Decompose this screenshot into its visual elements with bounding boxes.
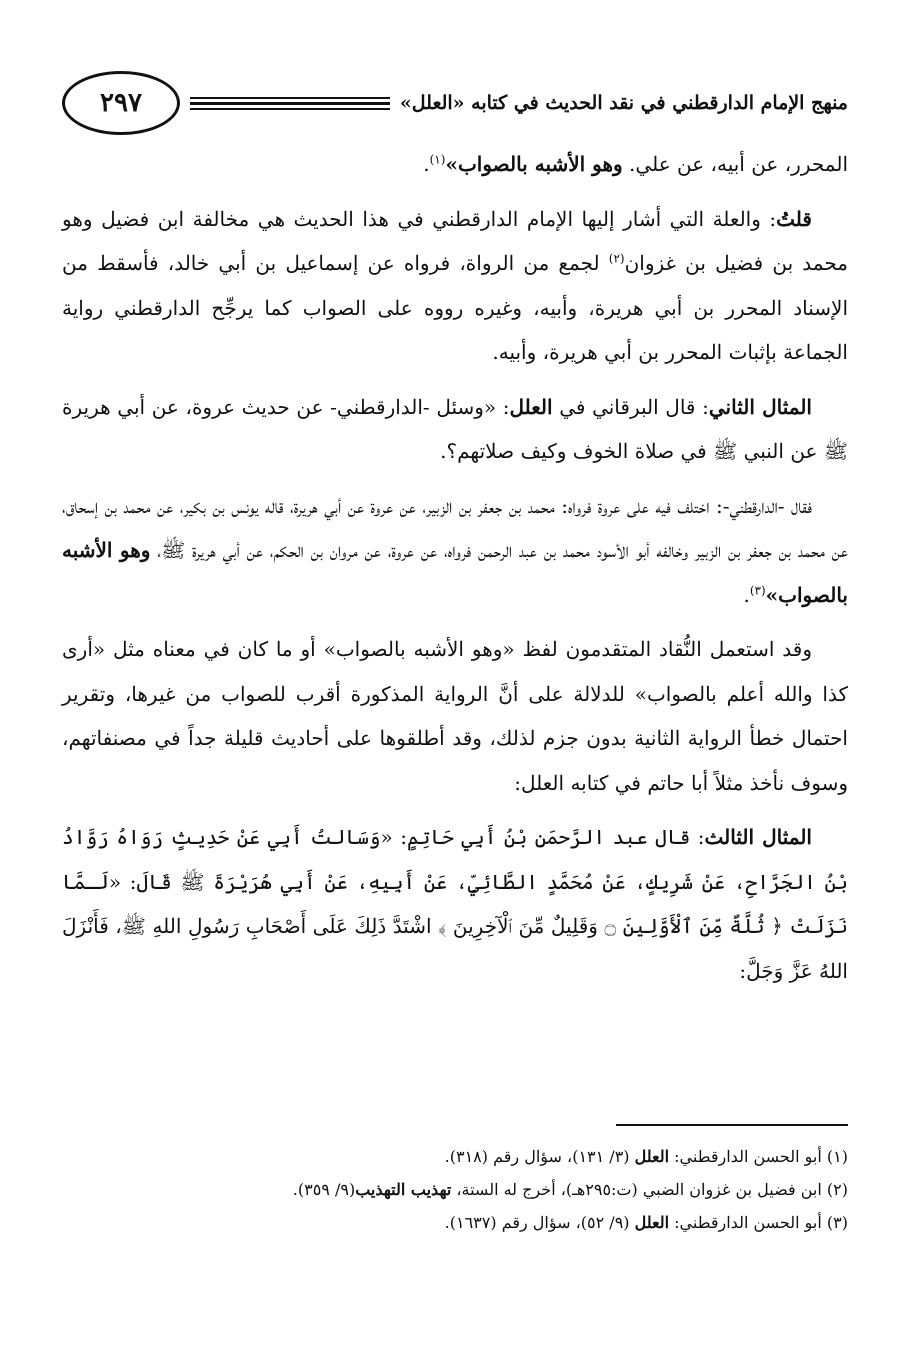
paragraph-1: المحرر، عن أبيه، عن علي. وهو الأشبه بالصواب»$^{(١)}$. [423, 152, 848, 176]
page-number: ٢٩٧ [62, 71, 180, 135]
footnote-ref-1: (١) [429, 152, 446, 167]
footnote-1: (١) أبو الحسن الدارقطني: العلل (٣/ ١٣١)، سؤال رقم (٣١٨). [444, 1147, 848, 1166]
footnote-ref-3: (٣) [749, 582, 766, 597]
header-rule [190, 97, 390, 110]
paragraph-4: فقال -الدارقطني-: اختلف فيه على عروة فرواه: محمد بن جعفر بن الزبير، عن عروة عن أبي هريرة، قاله يونس بن بكير، عن محمد بن إسحاق، عن محمد بن جعفر بن الزبير وخالفه أبو الأسود محمد بن عبد الرحمن فرواه، عن عروة، عن مروان بن الحكم، عن أبي هريرة ﷺ، وهو الأشبه بالصواب»$^{(٣)}$. [62, 493, 848, 607]
footnotes [62, 1124, 848, 1239]
paragraph-6: المثال الثالث: قال عبد الرَّحمَنِ بْنُ أَبِي حَاتِمٍ: «وَسَالتُ أَبِي عَنْ حَدِيثٍ رَوَاهُ رَوَّادُ بْنُ الجَرَّاحِ، عَنْ شَرِيكٍ، عَنْ مُحَمَّدٍ الطَّائِيِّ، عَنْ أَبِيهِ، عَنْ أَبِي هُرَيْرَةَ ﷺ قَالَ: «لَـمَّا نَزَلَتْ ﴿ ثُلَّةٌ مِّنَ ٱلْأَوَّلِينَ ۝ وَقَلِيلٌ مِّنَ ٱلْآخِرِينَ ﴾ اشْتَدَّ ذَلِكَ عَلَى أَصْحَابِ رَسُولِ اللهِ ﷺ، فَأَنْزَلَ اللهُ عَزَّ وَجَلَّ: [62, 825, 848, 983]
paragraph-2: قلتُ: والعلة التي أشار إليها الإمام الدارقطني في هذا الحديث هي مخالفة ابن فضيل وهو محمد بن فضيل بن غزوان$^{(٢)}$ لجمع من الرواة، فرواه عن إسماعيل بن أبي خالد، فأسقط من الإسناد المحرر بن أبي هريرة، وأبيه، وغيره رووه على الصواب كما يرجِّح الدارقطني رواية الجماعة بإثبات المحرر بن أبي هريرة، وأبيه. [62, 206, 848, 364]
footnote-separator [616, 1124, 848, 1126]
main-text [62, 142, 848, 1003]
page-header [62, 70, 848, 136]
footnote-2: (٢) ابن فضيل بن غزوان الضبي (ت:٢٩٥هـ)، أخرج له الستة، تهذيب التهذيب(٩/ ٣٥٩). [292, 1180, 848, 1199]
paragraph-3: المثال الثاني: قال البرقاني في العلل: «وسئل -الدارقطني- عن حديث عروة، عن أبي هريرة ﷺ عن النبي ﷺ في صلاة الخوف وكيف صلاتهم؟. [62, 394, 848, 463]
running-title: منهج الإمام الدارقطني في نقد الحديث في كتابه «العلل» [399, 92, 848, 114]
footnote-ref-2: (٢) [608, 251, 625, 266]
paragraph-5: وقد استعمل النُّقاد المتقدمون لفظ «وهو الأشبه بالصواب» أو ما كان في معناه مثل «أرى كذا والله أعلم بالصواب» للدلالة على أنَّ الرواية المذكورة أقرب للصواب من غيرها، وتقرير احتمال خطأ الرواية الثانية بدون جزم لذلك، وقد أطلقوها على أحاديث قليلة جداً في مصنفاتهم، وسوف نأخذ مثلاً أبا حاتم في كتابه العلل: [62, 637, 848, 795]
footnote-3: (٣) أبو الحسن الدارقطني: العلل (٩/ ٥٢)، سؤال رقم (١٦٣٧). [444, 1213, 848, 1232]
